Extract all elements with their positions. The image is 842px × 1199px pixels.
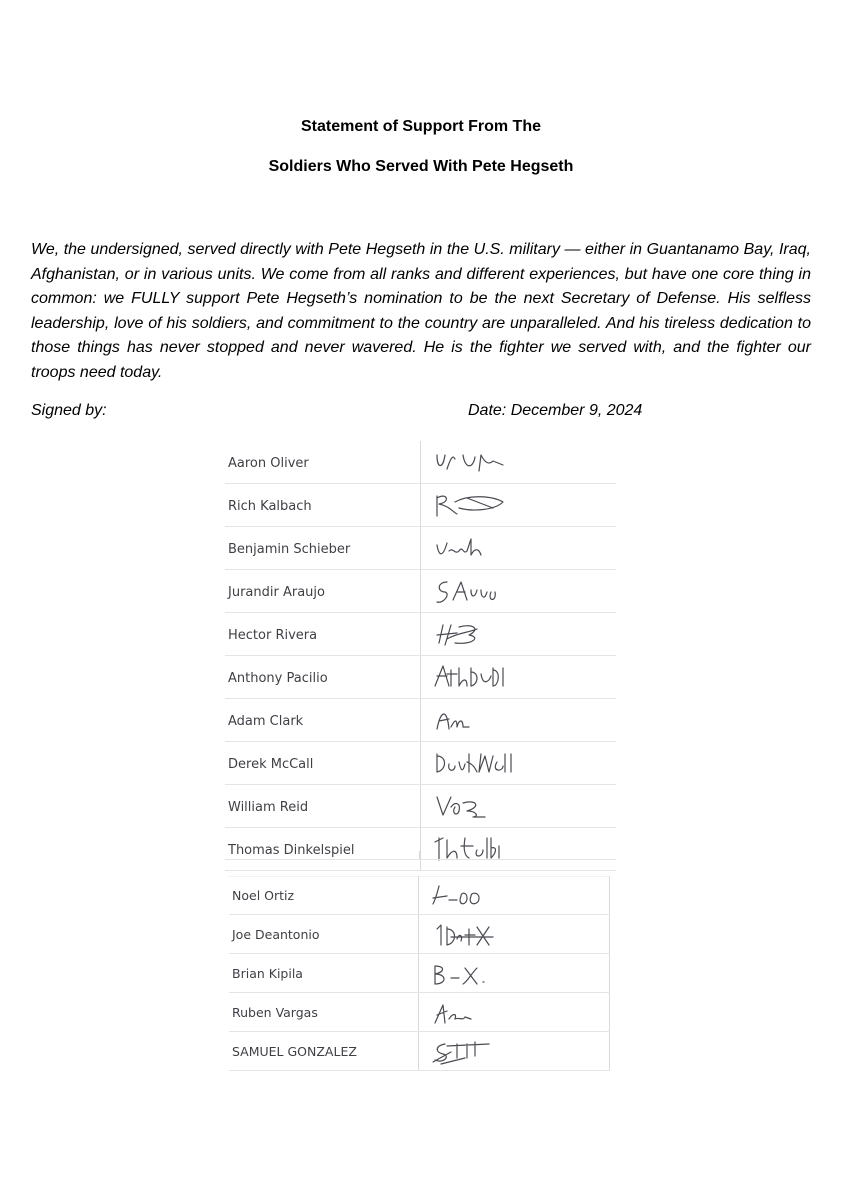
signature-cell <box>421 613 617 656</box>
signatory-name: Brian Kipila <box>229 954 419 993</box>
handwritten-signature <box>433 619 553 649</box>
handwritten-signature <box>433 447 553 477</box>
handwritten-signature <box>433 662 553 692</box>
handwritten-signature <box>433 576 553 606</box>
signature-cell <box>419 915 610 954</box>
signature-cell <box>421 785 617 828</box>
signature-cell <box>419 954 610 993</box>
document-title-line-2: Soldiers Who Served With Pete Hegseth <box>268 158 574 175</box>
signature-cell <box>419 1032 610 1071</box>
table-row <box>225 613 616 656</box>
handwritten-signature <box>433 533 553 563</box>
signatory-name: William Reid <box>225 785 421 828</box>
table-row <box>225 656 616 699</box>
signature-cell <box>421 527 617 570</box>
signature-cell <box>421 570 617 613</box>
signature-cell <box>419 993 610 1032</box>
handwritten-signature <box>433 705 553 735</box>
table-1-trailing-row <box>225 851 616 860</box>
signature-cell <box>421 742 617 785</box>
signatures-table-2 <box>229 876 610 1071</box>
signatory-name: Rich Kalbach <box>225 484 421 527</box>
signature-cell <box>421 656 617 699</box>
signatory-name: Benjamin Schieber <box>225 527 421 570</box>
table-row <box>225 699 616 742</box>
signatory-name: Ruben Vargas <box>229 993 419 1032</box>
signatory-name: Noel Ortiz <box>229 876 419 915</box>
date-label: Date: December 9, 2024 <box>468 402 643 419</box>
table-row <box>229 954 610 993</box>
table-row <box>229 1032 610 1071</box>
column-divider <box>419 851 420 859</box>
document-title-line-1: Statement of Support From The <box>301 118 541 135</box>
signatory-name: Adam Clark <box>225 699 421 742</box>
handwritten-signature <box>431 921 551 951</box>
handwritten-signature <box>433 748 553 778</box>
signatory-name: SAMUEL GONZALEZ <box>229 1032 419 1071</box>
table-row <box>225 570 616 613</box>
table-row <box>229 915 610 954</box>
handwritten-signature <box>433 490 553 520</box>
table-row <box>225 527 616 570</box>
signed-by-label: Signed by: <box>31 402 107 419</box>
signatory-name: Aaron Oliver <box>225 441 421 484</box>
signature-cell <box>419 876 610 915</box>
table-row <box>225 742 616 785</box>
signatures-table-1 <box>225 441 616 871</box>
handwritten-signature <box>431 1038 551 1068</box>
table-row <box>225 484 616 527</box>
table-row <box>225 828 616 871</box>
signature-cell <box>421 441 617 484</box>
signatory-name: Anthony Pacilio <box>225 656 421 699</box>
signatory-name: Derek McCall <box>225 742 421 785</box>
signature-cell <box>421 699 617 742</box>
signature-cell <box>421 828 617 871</box>
table-row <box>229 876 610 915</box>
signature-cell <box>421 484 617 527</box>
handwritten-signature <box>433 791 553 821</box>
table-row <box>225 441 616 484</box>
signatory-name: Hector Rivera <box>225 613 421 656</box>
signatory-name: Joe Deantonio <box>229 915 419 954</box>
statement-paragraph: We, the undersigned, served directly with Pete Hegseth in the U.S. military — either in Guantanamo Bay, Iraq, Afghanistan, or in various units. We come from all ranks and different experiences, but have one core thing in common: we FULLY support Pete Hegseth’s nomination to be the next Secretary of Defense. His selfless leadership, love of his soldiers, and commitment to the country are unparalleled. And his tireless dedication to those things has never stopped and never wavered. He is the fighter we served with, and the fighter our troops need today. <box>31 241 811 381</box>
table-row <box>229 993 610 1032</box>
signatory-name: Thomas Dinkelspiel <box>225 828 421 871</box>
handwritten-signature <box>431 960 551 990</box>
signatory-name: Jurandir Araujo <box>225 570 421 613</box>
handwritten-signature <box>431 882 551 912</box>
handwritten-signature <box>431 999 551 1029</box>
table-row <box>225 785 616 828</box>
